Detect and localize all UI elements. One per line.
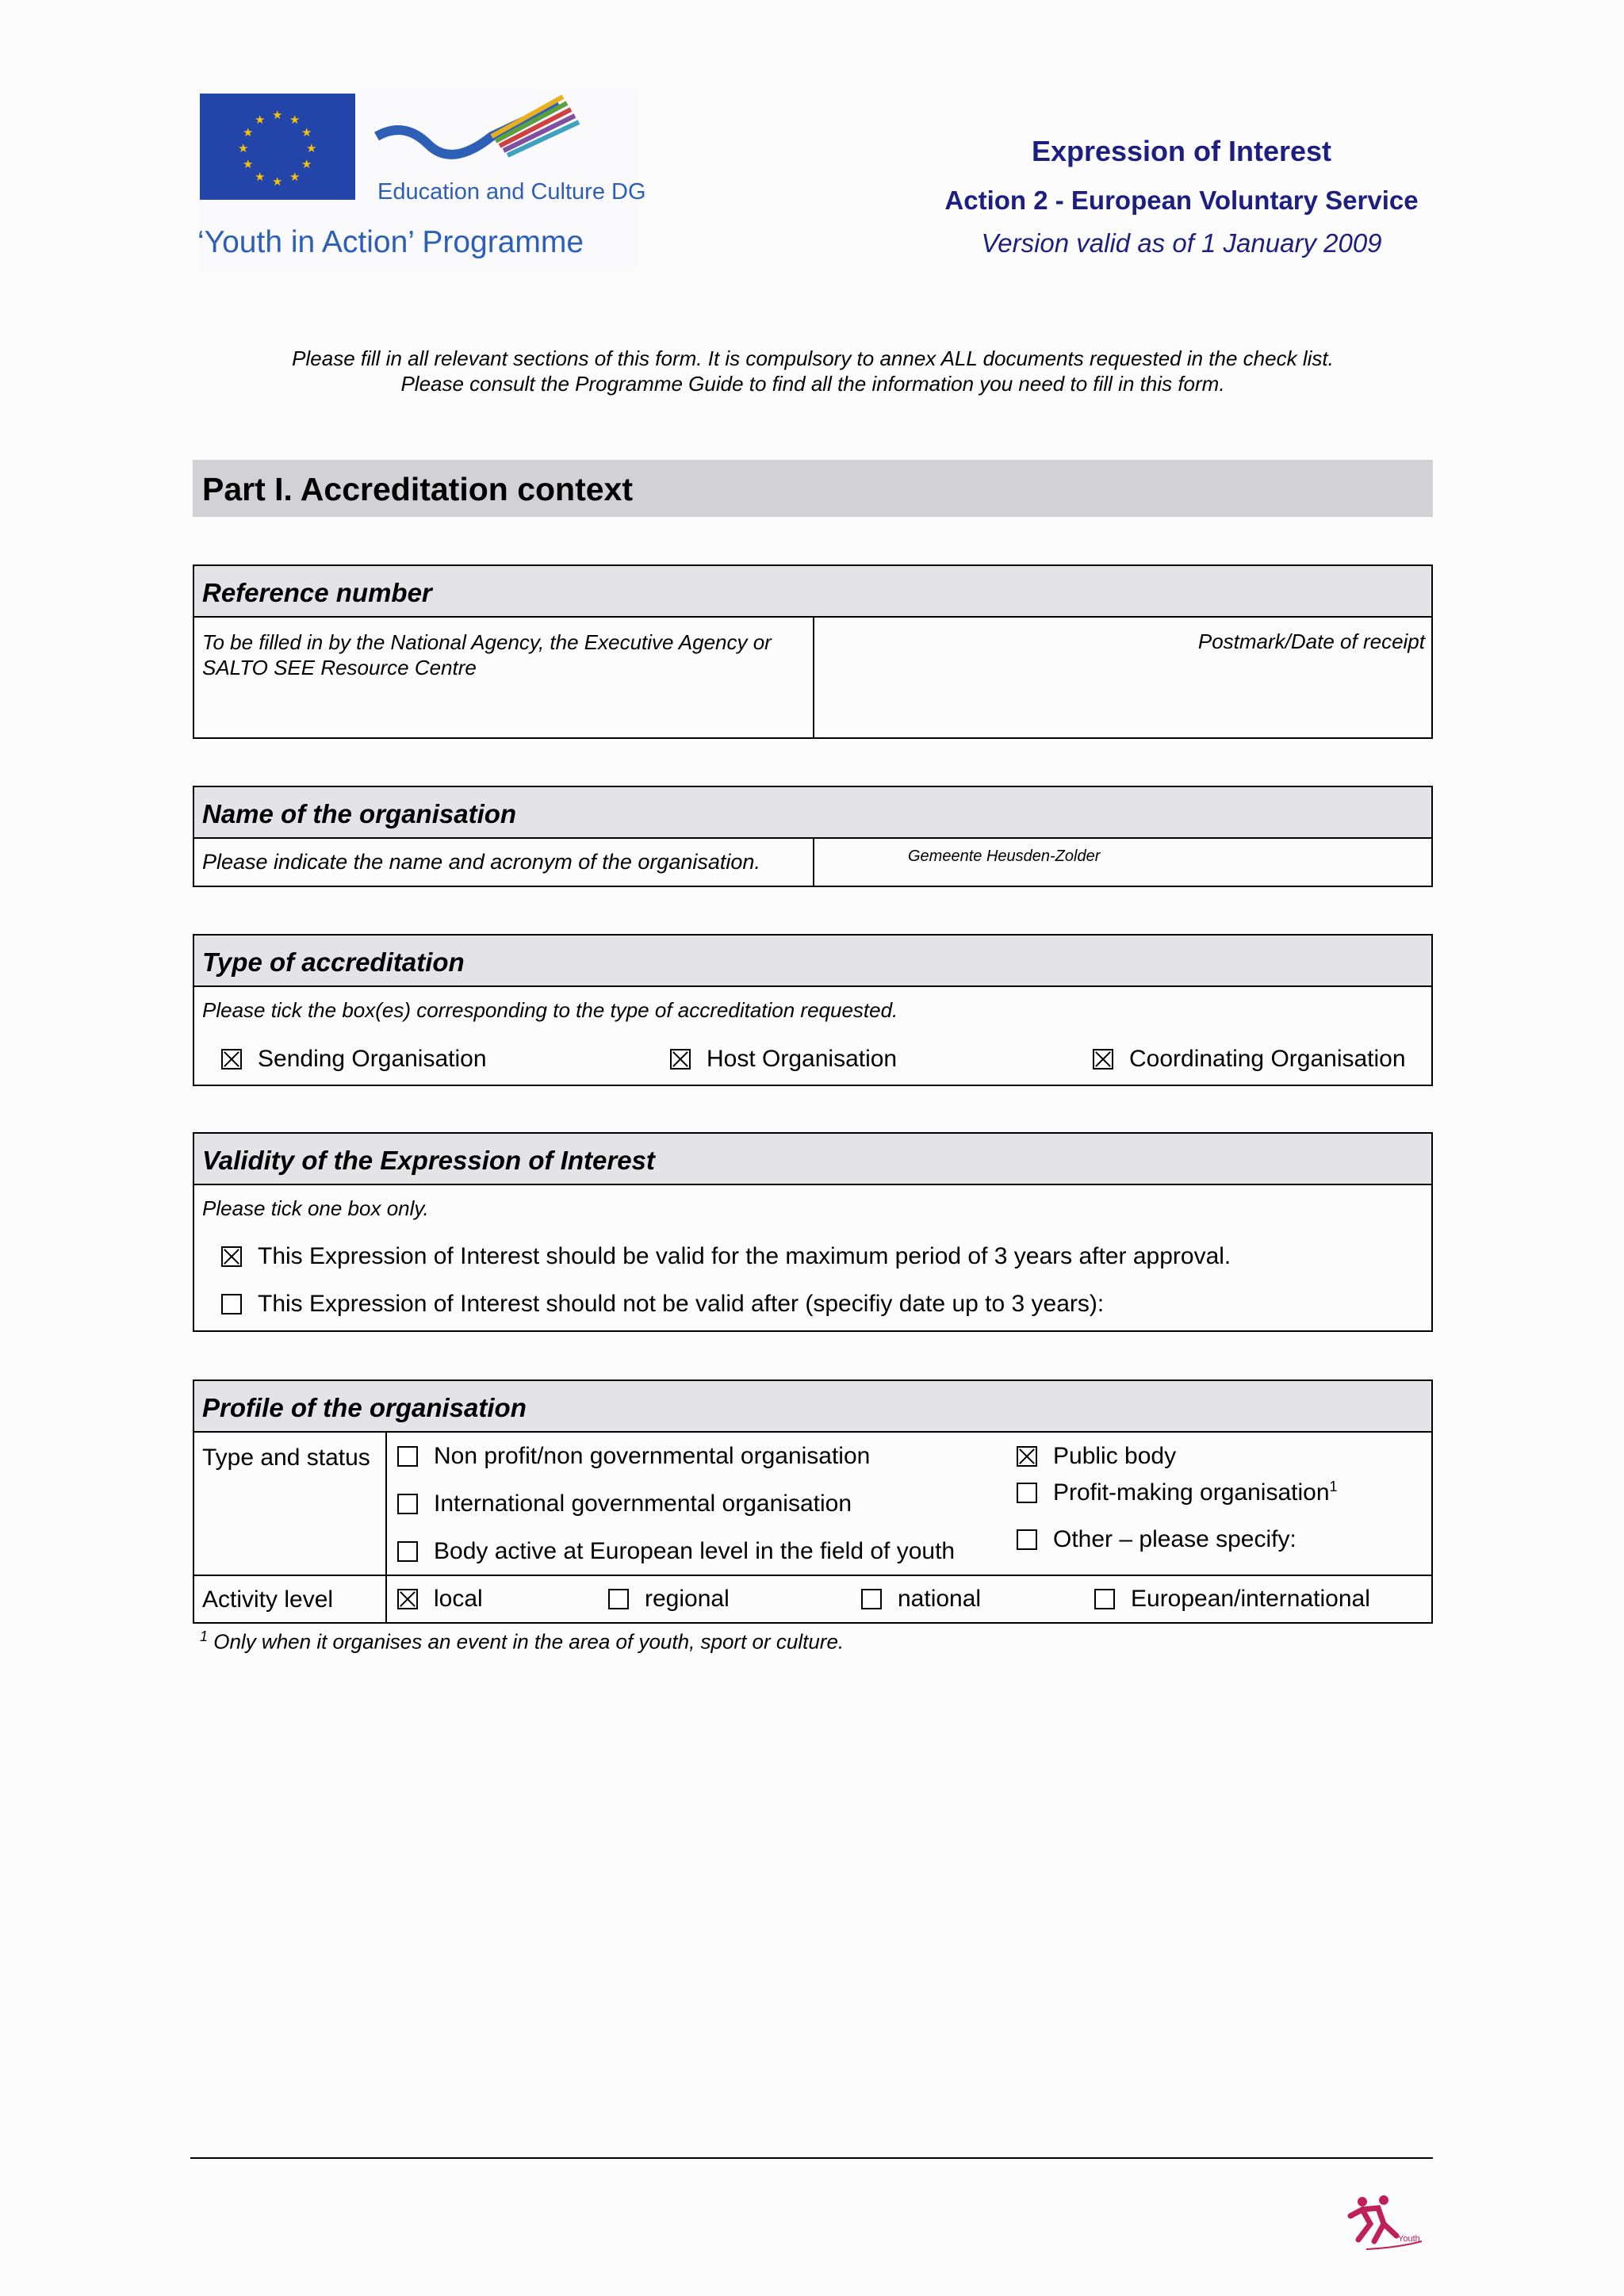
checkbox[interactable] [397, 1541, 418, 1562]
footnote [200, 1628, 844, 1655]
education-culture-wave-icon [373, 89, 591, 176]
activity-option-european[interactable] [1094, 1586, 1370, 1613]
accreditation-note: Please tick the box(es) corresponding to the type of accreditation requested. [202, 998, 898, 1022]
part-title: Part I. Accreditation context [202, 471, 633, 507]
part-header [193, 460, 1433, 517]
footnote-text: Only when it organises an event in the area of youth, sport or culture. [213, 1629, 845, 1654]
option-label: This Expression of Interest should not be valid after (specifiy date up to 3 years): [258, 1291, 1105, 1317]
dg-label: Education and Culture DG [377, 179, 646, 205]
accreditation-heading: Type of accreditation [202, 947, 465, 977]
activity-option-national[interactable] [861, 1586, 981, 1613]
option-label [1053, 1479, 1338, 1506]
form-title: Expression of Interest [1031, 135, 1332, 167]
activity-level-label: Activity level [202, 1586, 334, 1613]
type-option-european-body[interactable] [397, 1538, 955, 1565]
option-label: Sending Organisation [258, 1046, 487, 1072]
organisation-name-note: Please indicate the name and acronym of the organisation. [202, 850, 760, 874]
reference-note: To be filled in by the National Agency, the Executive Agency or SALTO SEE Resource Centre [202, 630, 772, 679]
validity-option-max[interactable] [221, 1243, 1231, 1270]
reference-section [193, 564, 1433, 739]
profile-heading: Profile of the organisation [202, 1393, 527, 1422]
programme-name: ‘Youth in Action’ Programme [197, 225, 584, 259]
organisation-name-heading: Name of the organisation [202, 799, 517, 828]
divider [813, 839, 814, 886]
checkbox[interactable] [221, 1294, 242, 1314]
checkbox-checked[interactable] [1017, 1446, 1037, 1467]
option-label: Body active at European level in the field of youth [434, 1538, 956, 1564]
activity-option-regional[interactable] [608, 1586, 730, 1613]
option-label: Other – please specify: [1053, 1526, 1297, 1552]
organisation-name-field[interactable]: Gemeente Heusden-Zolder [908, 848, 1101, 865]
organisation-name-section [193, 786, 1433, 887]
option-label: Host Organisation [707, 1046, 898, 1072]
option-label: Coordinating Organisation [1129, 1046, 1406, 1072]
divider [194, 1575, 1431, 1576]
validity-option-date[interactable] [221, 1291, 1104, 1318]
checkbox-checked[interactable] [1093, 1049, 1113, 1070]
validity-section [193, 1132, 1433, 1332]
option-label: regional [645, 1586, 730, 1612]
validity-heading: Validity of the Expression of Interest [202, 1146, 655, 1175]
option-label: local [434, 1586, 483, 1612]
footnote-mark: 1 [1329, 1479, 1338, 1494]
checkbox-checked[interactable] [221, 1049, 242, 1070]
section-header [194, 1134, 1431, 1185]
option-host[interactable] [670, 1046, 897, 1073]
profile-section [193, 1380, 1433, 1624]
type-option-other[interactable] [1017, 1526, 1297, 1553]
activity-option-local[interactable] [397, 1586, 483, 1613]
type-option-igo[interactable] [397, 1490, 852, 1517]
checkbox[interactable] [1017, 1529, 1037, 1550]
option-text: Profit-making organisation [1053, 1479, 1330, 1506]
section-header [194, 936, 1431, 987]
option-label: Public body [1053, 1443, 1177, 1469]
youth-logo-text: Youth [1398, 2234, 1420, 2244]
checkbox-checked[interactable] [397, 1589, 418, 1609]
option-coordinating[interactable] [1093, 1046, 1406, 1073]
section-header [194, 1381, 1431, 1433]
checkbox-checked[interactable] [670, 1049, 691, 1070]
intro-line-2: Please consult the Programme Guide to find all the information you need to fill in this form. [400, 372, 1225, 396]
checkbox[interactable] [1017, 1483, 1037, 1503]
checkbox[interactable] [397, 1494, 418, 1514]
youth-logo-icon [1335, 2192, 1430, 2256]
action-title: Action 2 - European Voluntary Service [944, 186, 1419, 215]
footnote-number: 1 [200, 1628, 209, 1644]
option-label: International governmental organisation [434, 1490, 852, 1517]
divider [385, 1433, 387, 1622]
intro-line-1: Please fill in all relevant sections of this form. It is compulsory to annex ALL documents requested in the check list. [292, 346, 1334, 370]
option-label: Non profit/non governmental organisation [434, 1443, 871, 1469]
checkbox[interactable] [397, 1446, 418, 1467]
accreditation-section [193, 934, 1433, 1086]
eu-flag-icon: ★ ★ ★ ★ ★ ★ ★ ★ ★ ★ ★ ★ [200, 94, 355, 200]
type-status-label: Type and status [202, 1445, 370, 1471]
type-option-public-body[interactable] [1017, 1443, 1176, 1470]
version-note: Version valid as of 1 January 2009 [981, 228, 1382, 258]
reference-heading: Reference number [202, 578, 432, 607]
checkbox[interactable] [608, 1589, 629, 1609]
section-header [194, 787, 1431, 839]
checkbox[interactable] [1094, 1589, 1115, 1609]
section-header [194, 566, 1431, 618]
validity-note: Please tick one box only. [202, 1196, 429, 1220]
footer-divider [190, 2157, 1433, 2159]
option-sending[interactable] [221, 1046, 487, 1073]
option-label: national [898, 1586, 982, 1612]
type-option-ngo[interactable] [397, 1443, 870, 1470]
divider [813, 618, 814, 737]
checkbox[interactable] [861, 1589, 882, 1609]
option-label: European/international [1131, 1586, 1370, 1612]
type-option-profit[interactable] [1017, 1479, 1338, 1506]
postmark-label: Postmark/Date of receipt [1197, 629, 1425, 653]
checkbox-checked[interactable] [221, 1246, 242, 1267]
option-label: This Expression of Interest should be valid for the maximum period of 3 years after approval. [258, 1243, 1231, 1269]
